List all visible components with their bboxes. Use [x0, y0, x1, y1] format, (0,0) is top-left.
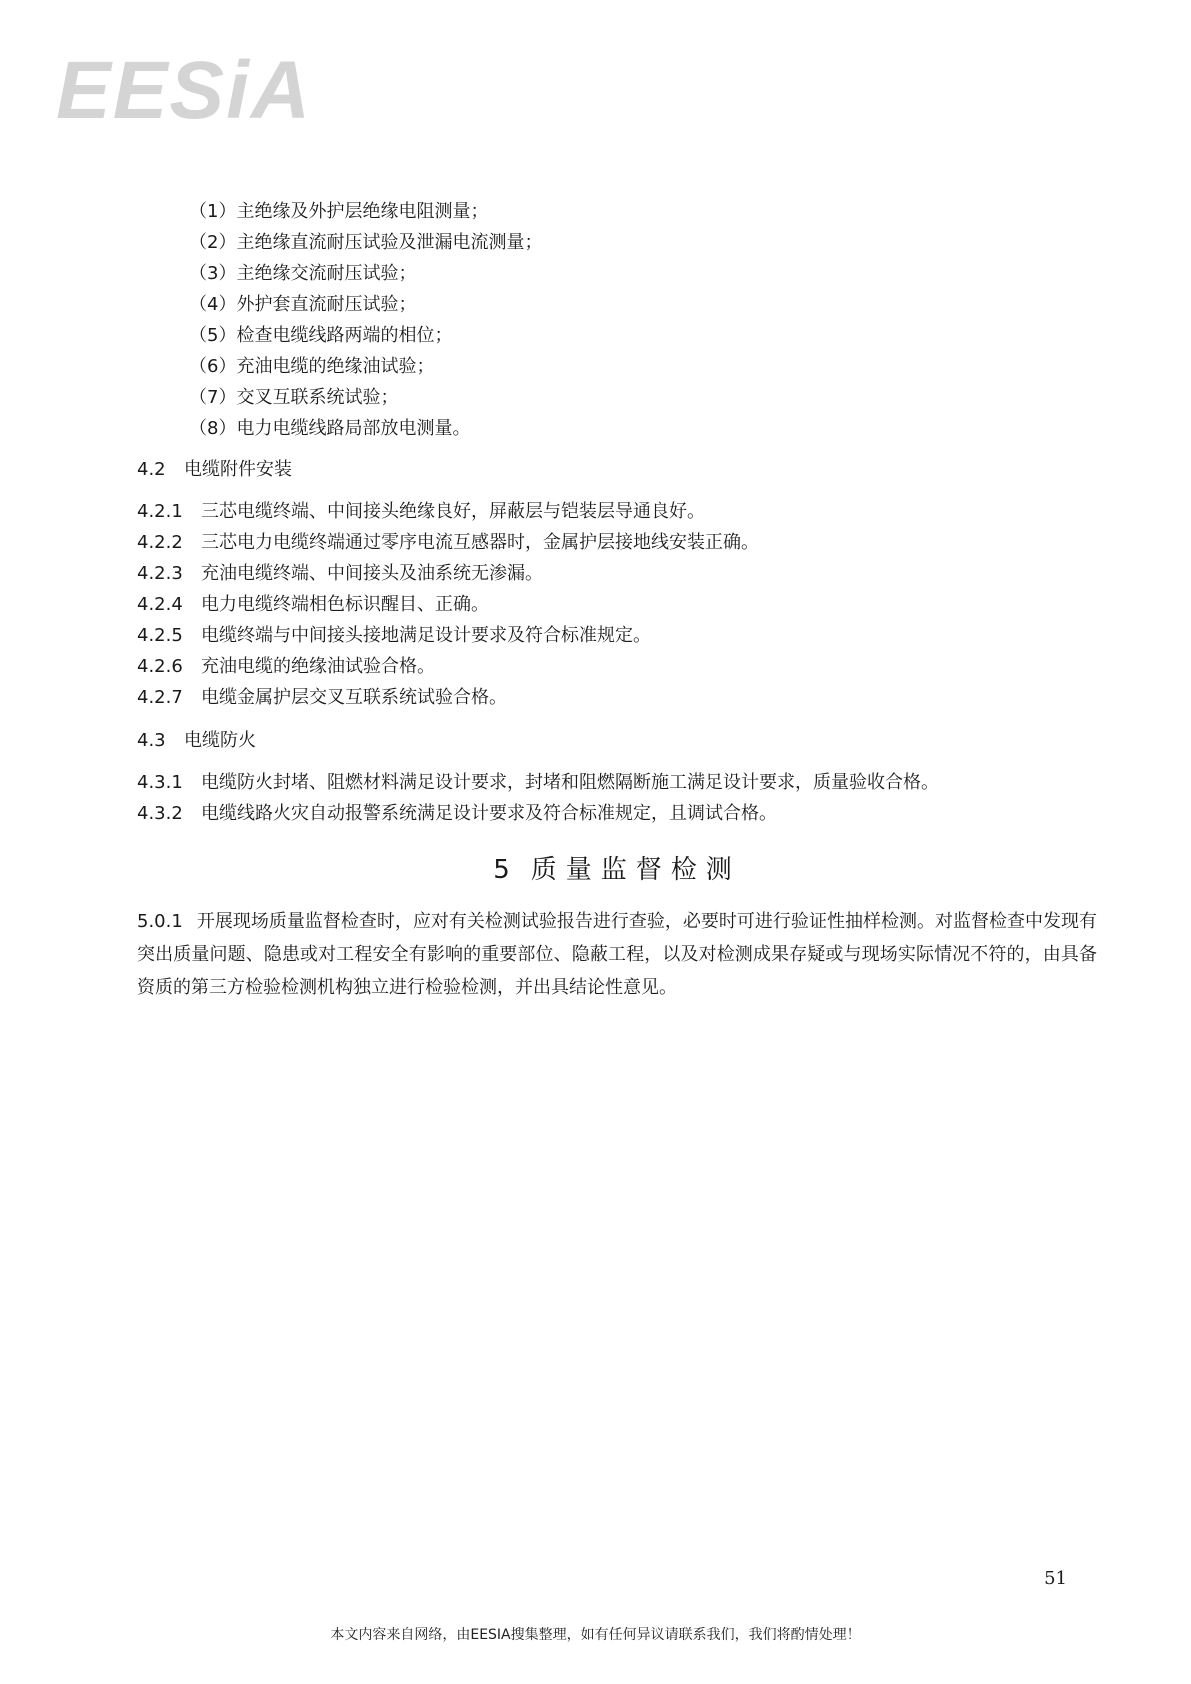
clause-number: 4.2.1 — [137, 501, 183, 522]
footer-disclaimer: 本文内容来自网络，由EESIA搜集整理，如有任何异议请联系我们，我们将酌情处理！ — [330, 1627, 861, 1643]
list-item: （8）电力电缆线路局部放电测量。 — [189, 418, 471, 439]
list-item: （1）主绝缘及外护层绝缘电阻测量； — [189, 201, 489, 222]
eesia-logo: EESiA — [56, 45, 313, 136]
list-item: （7）交叉互联系统试验； — [189, 387, 399, 408]
clause-4-3-2 — [137, 798, 1097, 829]
test-item-list — [137, 196, 1097, 444]
clause-text: 开展现场质量监督检查时，应对有关检测试验报告进行查验，必要时可进行验证性抽样检测。对监督检查中发现有突出质量问题、隐患或对工程安全有影响的重要部位、隐蔽工程，以及对检测成果存疑或与现场实际情况不符的，由具备资质的第三方检验检测机构独立进行检验检测，并出具结论性意见。 — [137, 911, 1097, 998]
chapter-title-text: 质量监督检测 — [530, 855, 741, 885]
page-number: 51 — [1044, 1568, 1067, 1589]
clause-4-2-1 — [137, 496, 1097, 527]
section-number: 4.2 — [137, 459, 166, 480]
clause-number: 4.2.2 — [137, 532, 183, 553]
list-item: （6）充油电缆的绝缘油试验； — [189, 356, 435, 377]
section-heading-4-3 — [137, 727, 1097, 755]
section-4-3-clauses — [137, 767, 1097, 829]
list-item: （3）主绝缘交流耐压试验； — [189, 263, 417, 284]
list-item: （5）检查电缆线路两端的相位； — [189, 325, 453, 346]
chapter-number: 5 — [493, 855, 519, 885]
clause-number: 4.2.6 — [137, 656, 183, 677]
section-title: 电缆防火 — [184, 730, 256, 751]
clause-number: 4.2.3 — [137, 563, 183, 584]
list-item: （4）外护套直流耐压试验； — [189, 294, 417, 315]
chapter-title-5 — [137, 849, 1097, 891]
clause-number: 4.3.2 — [137, 803, 183, 824]
clause-text: 电力电缆终端相色标识醒目、正确。 — [201, 594, 489, 615]
clause-text: 充油电缆终端、中间接头及油系统无渗漏。 — [201, 563, 543, 584]
clause-4-2-6 — [137, 651, 1097, 682]
clause-4-2-4 — [137, 589, 1097, 620]
clause-4-2-2 — [137, 527, 1097, 558]
clause-text: 充油电缆的绝缘油试验合格。 — [201, 656, 435, 677]
section-4-2-clauses — [137, 496, 1097, 713]
section-heading-4-2 — [137, 456, 1097, 484]
clause-text: 电缆防火封堵、阻燃材料满足设计要求，封堵和阻燃隔断施工满足设计要求，质量验收合格。 — [201, 772, 939, 793]
clause-number: 4.2.7 — [137, 687, 183, 708]
clause-4-2-3 — [137, 558, 1097, 589]
clause-number: 4.2.4 — [137, 594, 183, 615]
clause-number: 5.0.1 — [137, 911, 183, 932]
section-title: 电缆附件安装 — [184, 459, 292, 480]
clause-4-2-5 — [137, 620, 1097, 651]
clause-text: 三芯电缆终端、中间接头绝缘良好，屏蔽层与铠装层导通良好。 — [201, 501, 705, 522]
clause-text: 三芯电力电缆终端通过零序电流互感器时，金属护层接地线安装正确。 — [201, 532, 759, 553]
clause-4-3-1 — [137, 767, 1097, 798]
clause-number: 4.3.1 — [137, 772, 183, 793]
clause-text: 电缆终端与中间接头接地满足设计要求及符合标准规定。 — [201, 625, 651, 646]
clause-text: 电缆线路火灾自动报警系统满足设计要求及符合标准规定，且调试合格。 — [201, 803, 777, 824]
clause-5-0-1 — [137, 905, 1097, 1004]
list-item: （2）主绝缘直流耐压试验及泄漏电流测量； — [189, 232, 543, 253]
clause-number: 4.2.5 — [137, 625, 183, 646]
section-number: 4.3 — [137, 730, 166, 751]
clause-4-2-7 — [137, 682, 1097, 713]
clause-text: 电缆金属护层交叉互联系统试验合格。 — [201, 687, 507, 708]
document-body — [137, 196, 1097, 1004]
